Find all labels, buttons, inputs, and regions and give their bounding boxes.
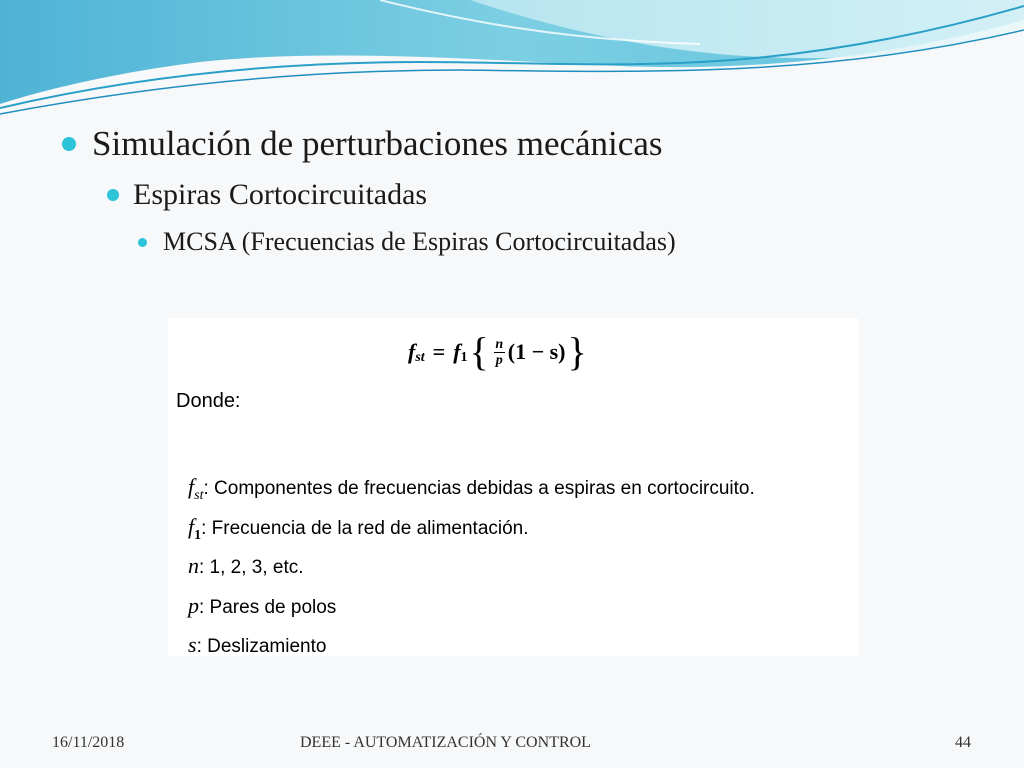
bullet-level1-text: Simulación de perturbaciones mecánicas — [92, 124, 663, 163]
definition-text: : Frecuencia de la red de alimentación. — [201, 517, 529, 539]
definition-symbol: n — [188, 553, 199, 578]
definition-list — [188, 474, 755, 672]
definition-item — [188, 632, 755, 672]
formula — [408, 326, 589, 378]
formula-lhs: f — [408, 339, 416, 364]
formula-numerator: n — [495, 336, 504, 352]
bullet-dot-icon — [138, 238, 147, 247]
definition-item — [188, 474, 755, 514]
definition-text: : Componentes de frecuencias debidas a espiras en cortocircuito. — [203, 478, 755, 499]
definition-symbol: p — [188, 592, 199, 618]
formula-rhs: f — [453, 339, 461, 364]
formula-fraction — [494, 337, 505, 368]
bullet-level2 — [107, 178, 427, 212]
bullet-dot-icon — [62, 137, 76, 151]
bullet-level3 — [138, 227, 676, 257]
definition-symbol: s — [188, 632, 197, 657]
bullet-level2-text: Espiras Cortocircuitadas — [133, 178, 428, 211]
definition-item — [188, 514, 755, 554]
footer-title: DEEE - AUTOMATIZACIÓN Y CONTROL — [300, 734, 591, 751]
bullet-level1 — [62, 124, 662, 164]
definition-text: : Pares de polos — [199, 596, 337, 618]
definition-symbol: $f_1$ — [188, 513, 202, 543]
formula-rhs-subscript: 1 — [460, 350, 468, 365]
formula-image-box — [168, 318, 858, 656]
formula-denominator: p — [495, 352, 503, 368]
formula-lhs-subscript: st — [415, 350, 425, 365]
formula-brace-open: { — [469, 329, 489, 374]
definition-item — [188, 593, 755, 633]
footer-page-number: 44 — [955, 734, 971, 751]
formula-equals: = — [432, 339, 446, 364]
header-wave-decoration — [0, 0, 1024, 130]
definition-text: : 1, 2, 3, etc. — [199, 557, 304, 578]
bullet-level3-text: MCSA (Frecuencias de Espiras Cortocircuitadas) — [163, 227, 676, 256]
bullet-dot-icon — [107, 189, 119, 201]
footer-date: 16/11/2018 — [52, 734, 125, 751]
definition-item — [188, 553, 755, 593]
donde-label: Donde: — [176, 390, 241, 412]
formula-paren-expr: (1 − s) — [507, 339, 566, 364]
formula-brace-close: } — [567, 329, 587, 374]
definition-text: : Deslizamiento — [196, 636, 327, 657]
definition-symbol: $f_{st}$ — [188, 474, 204, 503]
